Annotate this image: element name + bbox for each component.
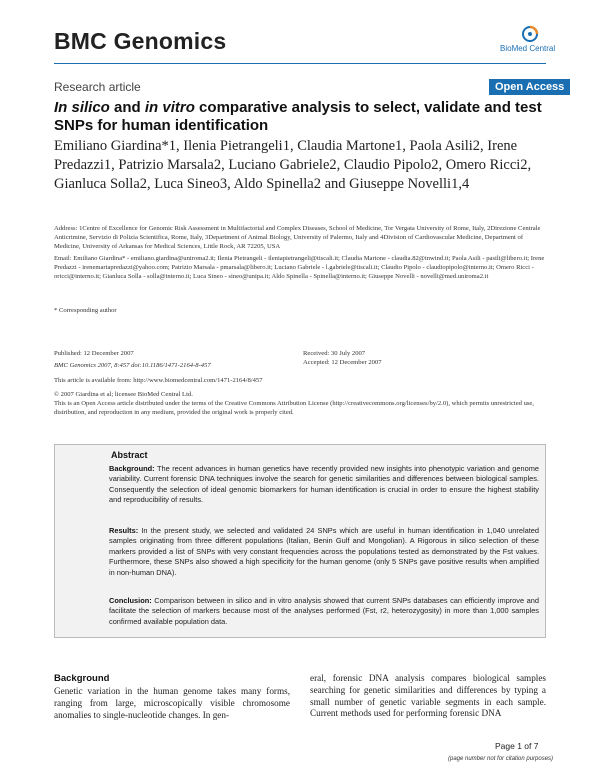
- availability-link[interactable]: This article is available from: http://www.biomedcentral.com/1471-2164/8/457: [54, 377, 263, 384]
- body-right-column: eral, forensic DNA analysis compares biological samples searching for genetic similarities and differences by typing a small number of genetic variable segments in each sample. Current methods used for performing forensic DNA: [310, 673, 546, 719]
- journal-title: BMC Genomics: [54, 28, 227, 54]
- author-list: Emiliano Giardina*1, Ilenia Pietrangeli1, Claudia Martone1, Paola Asili2, Irene Predazzi1, Patrizio Marsala2, Luciano Gabriele2, Claudio Pipolo2, Omero Ricci2, Gianluca Solla2, Luca Sineo3, Aldo Spinella2 and Giuseppe Novelli1,4: [54, 138, 532, 192]
- author-emails: Email: Emiliano Giardina* - emiliano.giardina@uniroma2.it; Ilenia Pietrangeli - ileniapietrangeli@tiscali.it; Claudia Martone - claudia.82@inwind.it; Paola Asili - pasili@libero.it; Irene Predazzi - irenemartapredazzi@yahoo.com; Patrizio Marsala - pmarsala@libero.it; Luciano Gabriele - l.gabriele@tiscali.it; Claudio Pipolo - claudiopipolo@interno.it; Omero Ricci - oricci@interno.it; Gianluca Solla - solla@interno.it; Luca Sineo - sineo@unipa.it; Aldo Spinella - Spinella@interno.it; Giuseppe Novelli - novelli@med.uniroma2.it: [54, 255, 545, 280]
- background-heading: Background: [54, 673, 110, 684]
- accepted-date: Accepted: 12 December 2007: [303, 359, 382, 366]
- title-em1: In silico: [54, 99, 110, 116]
- affiliations: Address: 1Centre of Excellence for Genomic Risk Assessment in Multifactorial and Complex Diseases, School of Medicine, Tor Vergata University of Rome, Italy, 2Direzione Centrale Anticrimine, Servizio di Polizia Scientifica, Rome, Italy, 3Department of Animal Biology, University of Palermo, Italy and 4Division of Cardiovascular Medicine, Department of Medicine, University of Arkansas for Medical Sciences, Little Rock, AR 72205, USA: [54, 225, 541, 250]
- page-number-note: (page number not for citation purposes): [448, 756, 554, 762]
- background-text: The recent advances in human genetics have recently provided new insights into phenotypic variation and genome variability. Current forensic DNA techniques involve the search for genetic similarities and differences between biological samples. Consequently the selection of ideal genomic biomarkers for human identification is crucial in order to ensure the highest stability and reproducibility of results.: [109, 464, 539, 505]
- citation: BMC Genomics 2007, 8:457 doi:10.1186/1471-2164-8-457: [54, 362, 211, 369]
- title-and: and: [109, 99, 145, 116]
- biomed-logo-icon: [500, 24, 552, 46]
- abstract-box: [54, 444, 546, 638]
- conclusion-label: Conclusion:: [109, 596, 152, 605]
- results-label: Results:: [109, 526, 139, 535]
- page-number: Page 1 of 7: [495, 741, 539, 751]
- license: This is an Open Access article distributed under the terms of the Creative Commons Attribution License (http://creativecommons.org/licenses/by/2.0), which permits unrestricted use, distribution, and reproduction in any medium, provided the original work is properly cited.: [54, 400, 535, 416]
- article-title: [54, 99, 554, 135]
- results-text: In the present study, we selected and validated 24 SNPs which are useful in human identification in 1,040 unrelated samples originating from three different populations (Italian, Benin Gulf and Mongolian). A Rigorous in silico selection of these markers provided a list of SNPs with very constant frequencies across the populations tested as demonstrated by the Fst values. Furthermore, these SNPs also showed a high specificity for the human genome (only 5 SNPs gave positive results when amplified in non-human DNA).: [109, 526, 539, 577]
- background-label: Background:: [109, 464, 155, 473]
- abstract-results: [109, 526, 539, 578]
- conclusion-text: Comparison between in silico and in vitro analysis showed that current SNPs databases can efficiently improve and facilitate the selection of markers because most of the analyses performed (Fst, r2, heterozygosity) in more than 1,000 samples confirmed available population data.: [109, 596, 539, 626]
- title-rest: comparative analysis to select, validate and test SNPs for human identification: [54, 99, 542, 134]
- received-accepted: [303, 349, 543, 367]
- header-rule: [54, 63, 546, 64]
- body-left-column: Genetic variation in the human genome takes many forms, ranging from large, microscopically visible chromosome anomalies to single-nucleotide changes. In gen-: [54, 686, 290, 720]
- abstract-conclusion: [109, 596, 539, 627]
- abstract-heading: Abstract: [111, 450, 148, 460]
- biomed-central-logo: [500, 24, 556, 54]
- open-access-badge: Open Access: [489, 79, 570, 95]
- copyright: © 2007 Giardina et al; licensee BioMed Central Ltd.: [54, 391, 193, 398]
- copyright-license: [54, 390, 546, 417]
- received-date: Received: 30 July 2007: [303, 350, 366, 357]
- article-type: Research article: [54, 80, 141, 94]
- publisher-logo-text: BioMed Central: [500, 44, 556, 53]
- publication-info: [54, 349, 314, 370]
- corresponding-author-note: * Corresponding author: [54, 307, 117, 314]
- title-em2: in vitro: [144, 99, 195, 116]
- abstract-background: [109, 464, 539, 506]
- published-date: Published: 12 December 2007: [54, 350, 134, 357]
